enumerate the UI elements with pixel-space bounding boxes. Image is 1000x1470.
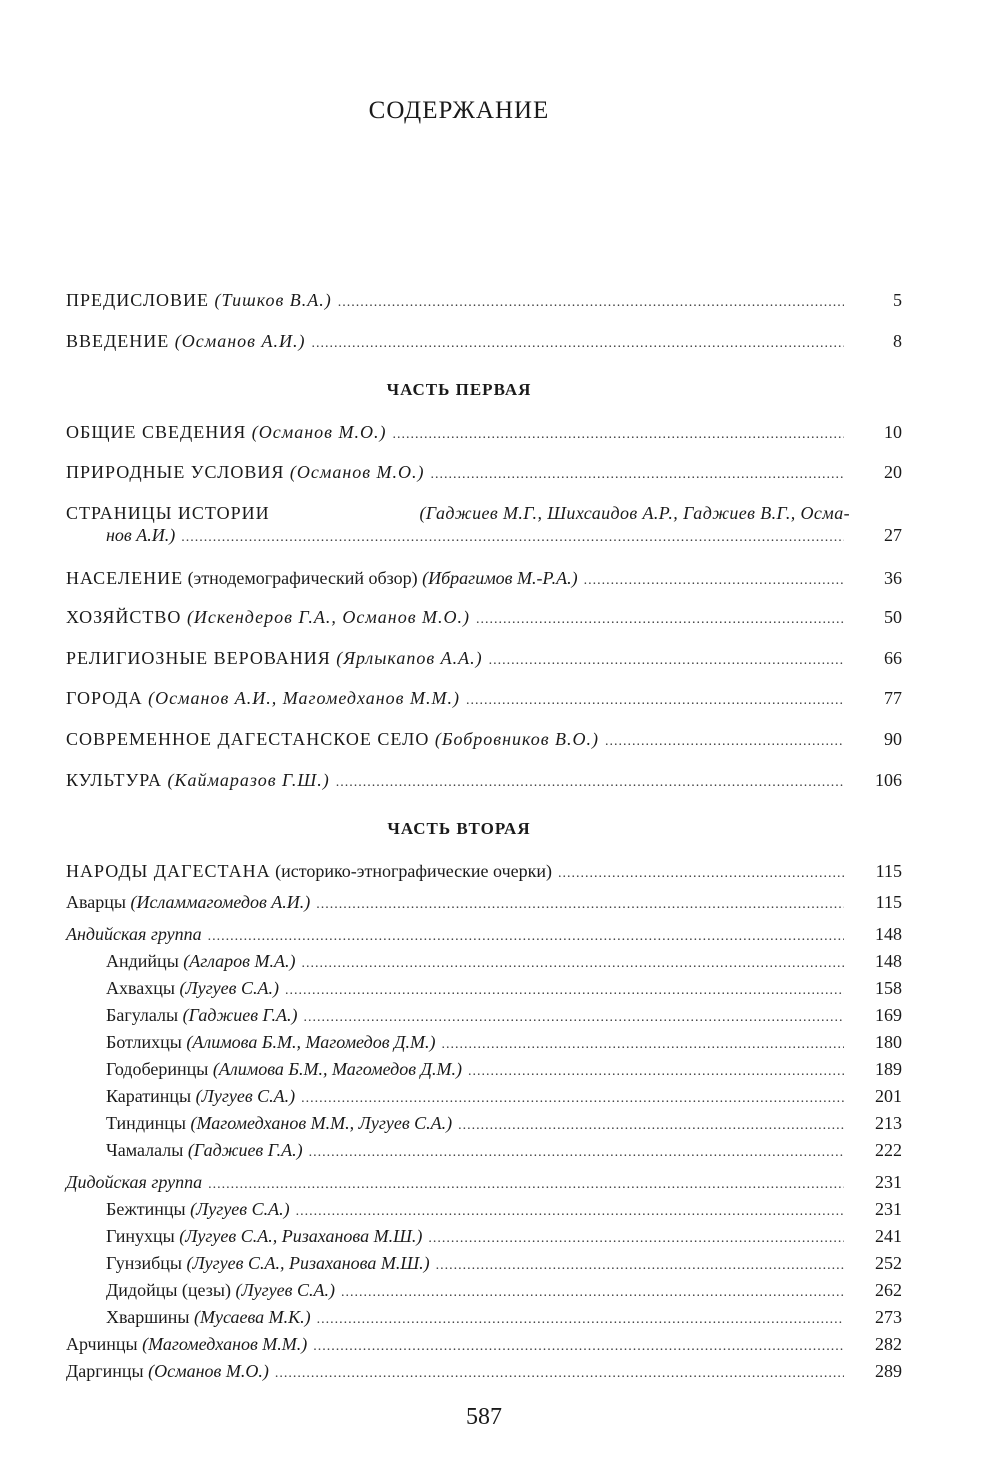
entry-author: (Гаджиев М.Г., Шихсаидов А.Р., Гаджиев В.Г., Осма-: [419, 503, 850, 523]
toc-entry[interactable]: [106, 1058, 902, 1083]
entry-page: 115: [875, 892, 902, 912]
dot-leader: [316, 894, 844, 916]
entry-page: 148: [875, 924, 902, 944]
entry-author: (Исламмагомедов А.И.): [130, 892, 311, 912]
entry-author: (Гаджиев Г.А.): [187, 1140, 303, 1160]
entry-page: 115: [875, 861, 902, 881]
entry-page: 180: [875, 1032, 902, 1052]
entry-page: 282: [875, 1334, 902, 1354]
dot-leader: [392, 424, 844, 446]
entry-author: (Мусаева М.К.): [193, 1307, 311, 1327]
entry-page: 66: [884, 648, 902, 668]
entry-author: (Магомедханов М.М.): [142, 1334, 308, 1354]
toc-entry[interactable]: [106, 1252, 902, 1277]
toc-entry[interactable]: [66, 769, 902, 794]
entry-author: (Османов М.О.): [148, 1361, 269, 1381]
entry-author: (Лугуев С.А., Ризаханова М.Ш.): [186, 1253, 430, 1273]
entry-author: (Магомедханов М.М., Лугуев С.А.): [190, 1113, 453, 1133]
entry-page: 8: [893, 331, 902, 351]
entry-page: 289: [875, 1361, 902, 1381]
toc-entry[interactable]: [66, 461, 902, 486]
entry-page: 50: [884, 607, 902, 627]
toc-entry[interactable]: [66, 1333, 902, 1358]
entry-title: Чамалалы: [106, 1140, 184, 1160]
entry-author: (Алимова Б.М., Магомедов Д.М.): [186, 1032, 436, 1052]
toc-entry[interactable]: [66, 502, 902, 549]
entry-page: 77: [884, 688, 902, 708]
dot-leader: [275, 1363, 844, 1385]
entry-author: (Османов М.О.): [289, 462, 425, 482]
entry-page: 10: [884, 422, 902, 442]
entry-title: ВВЕДЕНИЕ: [66, 331, 170, 351]
toc-entry[interactable]: [106, 1198, 902, 1223]
entry-title: Багулалы: [106, 1005, 179, 1025]
dot-leader: [468, 1061, 844, 1083]
entry-author: (Ярлыкапов А.А.): [336, 648, 483, 668]
entry-title: ПРИРОДНЫЕ УСЛОВИЯ: [66, 462, 285, 482]
toc-entry[interactable]: [106, 1279, 902, 1304]
dot-leader: [285, 980, 844, 1002]
entry-author: (Лугуев С.А.): [179, 978, 279, 998]
entry-title: НАСЕЛЕНИЕ: [66, 568, 184, 588]
dot-leader: [301, 1088, 844, 1110]
entry-author: (Алимова Б.М., Магомедов Д.М.): [212, 1059, 462, 1079]
dot-leader: [489, 650, 844, 672]
dot-leader: [208, 926, 844, 948]
toc-entry[interactable]: [106, 1139, 902, 1164]
entry-title: Аварцы: [66, 892, 126, 912]
toc-entry[interactable]: [106, 1004, 902, 1029]
toc-entry[interactable]: [66, 606, 902, 631]
toc-entry[interactable]: [66, 421, 902, 446]
entry-subtitle: (историко-этнографические очерки): [275, 861, 552, 881]
entry-page: 148: [875, 951, 902, 971]
toc-entry[interactable]: [106, 950, 902, 975]
dot-leader: [584, 570, 844, 592]
entry-page: 231: [875, 1199, 902, 1219]
entry-author: (Османов М.О.): [251, 422, 387, 442]
dot-leader: [436, 1255, 844, 1277]
entry-page: 27: [884, 525, 902, 545]
dot-leader: [181, 527, 844, 549]
entry-title: Арчинцы: [66, 1334, 138, 1354]
entry-title: Тиндинцы: [106, 1113, 186, 1133]
entry-page: 106: [875, 770, 902, 790]
toc-entry[interactable]: [106, 1225, 902, 1250]
entry-author: (Гаджиев Г.А.): [182, 1005, 298, 1025]
dot-leader: [313, 1336, 844, 1358]
dot-leader: [311, 333, 844, 355]
toc-entry[interactable]: [66, 1360, 902, 1385]
entry-page: 241: [875, 1226, 902, 1246]
entry-title: Андийцы: [106, 951, 179, 971]
entry-author: (Агларов М.А.): [183, 951, 296, 971]
entry-page: 90: [884, 729, 902, 749]
toc-entry[interactable]: [66, 567, 902, 592]
dot-leader: [309, 1142, 844, 1164]
entry-title: РЕЛИГИОЗНЫЕ ВЕРОВАНИЯ: [66, 648, 331, 668]
dot-leader: [208, 1174, 844, 1196]
entry-page: 231: [875, 1172, 902, 1192]
entry-title: КУЛЬТУРА: [66, 770, 162, 790]
entry-author-continued: нов А.И.): [106, 525, 176, 545]
entry-page: 158: [875, 978, 902, 998]
dot-leader: [301, 953, 844, 975]
entry-title: Гунзибцы: [106, 1253, 182, 1273]
toc-entry[interactable]: [66, 330, 902, 355]
toc-entry[interactable]: [106, 1306, 902, 1331]
entry-author: (Искендеров Г.А., Османов М.О.): [186, 607, 471, 627]
part-heading: ЧАСТЬ ВТОРАЯ: [387, 819, 531, 838]
entry-subtitle: (этнодемографический обзор): [187, 568, 418, 588]
page-number: 587: [466, 1404, 502, 1430]
entry-page: 222: [875, 1140, 902, 1160]
dot-leader: [336, 772, 844, 794]
entry-title: Дидойцы (цезы): [106, 1280, 231, 1300]
entry-title: ГОРОДА: [66, 688, 143, 708]
entry-author: (Лугуев С.А.): [195, 1086, 296, 1106]
toc-entry[interactable]: [66, 647, 902, 672]
entry-page: 213: [875, 1113, 902, 1133]
entry-page: 189: [875, 1059, 902, 1079]
dot-leader: [303, 1007, 844, 1029]
dot-leader: [338, 292, 844, 314]
toc-entry[interactable]: [106, 1085, 902, 1110]
entry-author: (Лугуев С.А.): [235, 1280, 335, 1300]
dot-leader: [428, 1228, 844, 1250]
entry-author: (Османов А.И.): [174, 331, 306, 351]
group-title: Андийская группа: [66, 924, 202, 944]
entry-author: (Османов А.И., Магомедханов М.М.): [148, 688, 460, 708]
toc-entry[interactable]: [106, 1031, 902, 1056]
entry-page: 273: [875, 1307, 902, 1327]
page-title: СОДЕРЖАНИЕ: [368, 97, 550, 124]
dot-leader: [466, 690, 844, 712]
toc-entry[interactable]: [66, 289, 902, 314]
entry-title: ПРЕДИСЛОВИЕ: [66, 290, 210, 310]
entry-title: СТРАНИЦЫ ИСТОРИИ: [66, 503, 270, 523]
toc-entry[interactable]: [106, 1112, 902, 1137]
entry-title: НАРОДЫ ДАГЕСТАНА: [66, 861, 271, 881]
dot-leader: [441, 1034, 844, 1056]
entry-title: ХОЗЯЙСТВО: [66, 607, 182, 627]
entry-author: (Бобровников В.О.): [434, 729, 600, 749]
entry-page: 36: [884, 568, 902, 588]
part-heading: ЧАСТЬ ПЕРВАЯ: [386, 380, 532, 399]
dot-leader: [296, 1201, 844, 1223]
toc-group[interactable]: [66, 923, 902, 948]
entry-page: 169: [875, 1005, 902, 1025]
toc-entry[interactable]: [66, 728, 902, 753]
group-title: Дидойская группа: [66, 1172, 203, 1192]
dot-leader: [476, 609, 844, 631]
entry-page: 5: [893, 290, 902, 310]
entry-title: ОБЩИЕ СВЕДЕНИЯ: [66, 422, 247, 442]
dot-leader: [341, 1282, 844, 1304]
entry-title: Каратинцы: [106, 1086, 192, 1106]
entry-author: (Ибрагимов М.-Р.А.): [422, 568, 578, 588]
toc-entry[interactable]: [66, 860, 902, 885]
entry-author: (Лугуев С.А.): [190, 1199, 290, 1219]
entry-title: Даргинцы: [66, 1361, 144, 1381]
entry-author: (Каймаразов Г.Ш.): [167, 770, 330, 790]
dot-leader: [317, 1309, 844, 1331]
toc-entry[interactable]: [66, 687, 902, 712]
toc-entry[interactable]: [66, 891, 902, 916]
entry-title: Бежтинцы: [106, 1199, 186, 1219]
entry-title: Годоберинцы: [106, 1059, 209, 1079]
entry-page: 201: [875, 1086, 902, 1106]
entry-title: Ботлихцы: [106, 1032, 182, 1052]
dot-leader: [458, 1115, 844, 1137]
entry-author: (Тишков В.А.): [214, 290, 332, 310]
entry-page: 252: [875, 1253, 902, 1273]
dot-leader: [558, 863, 844, 885]
dot-leader: [605, 731, 844, 753]
entry-title: Ахвахцы: [106, 978, 175, 998]
entry-page: 20: [884, 462, 902, 482]
entry-page: 262: [875, 1280, 902, 1300]
toc-entry[interactable]: [106, 977, 902, 1002]
entry-author: (Лугуев С.А., Ризаханова М.Ш.): [179, 1226, 423, 1246]
toc-group[interactable]: [66, 1171, 902, 1196]
entry-title: СОВРЕМЕННОЕ ДАГЕСТАНСКОЕ СЕЛО: [66, 729, 430, 749]
entry-title: Гинухцы: [106, 1226, 175, 1246]
dot-leader: [431, 464, 844, 486]
entry-title: Хваршины: [106, 1307, 190, 1327]
